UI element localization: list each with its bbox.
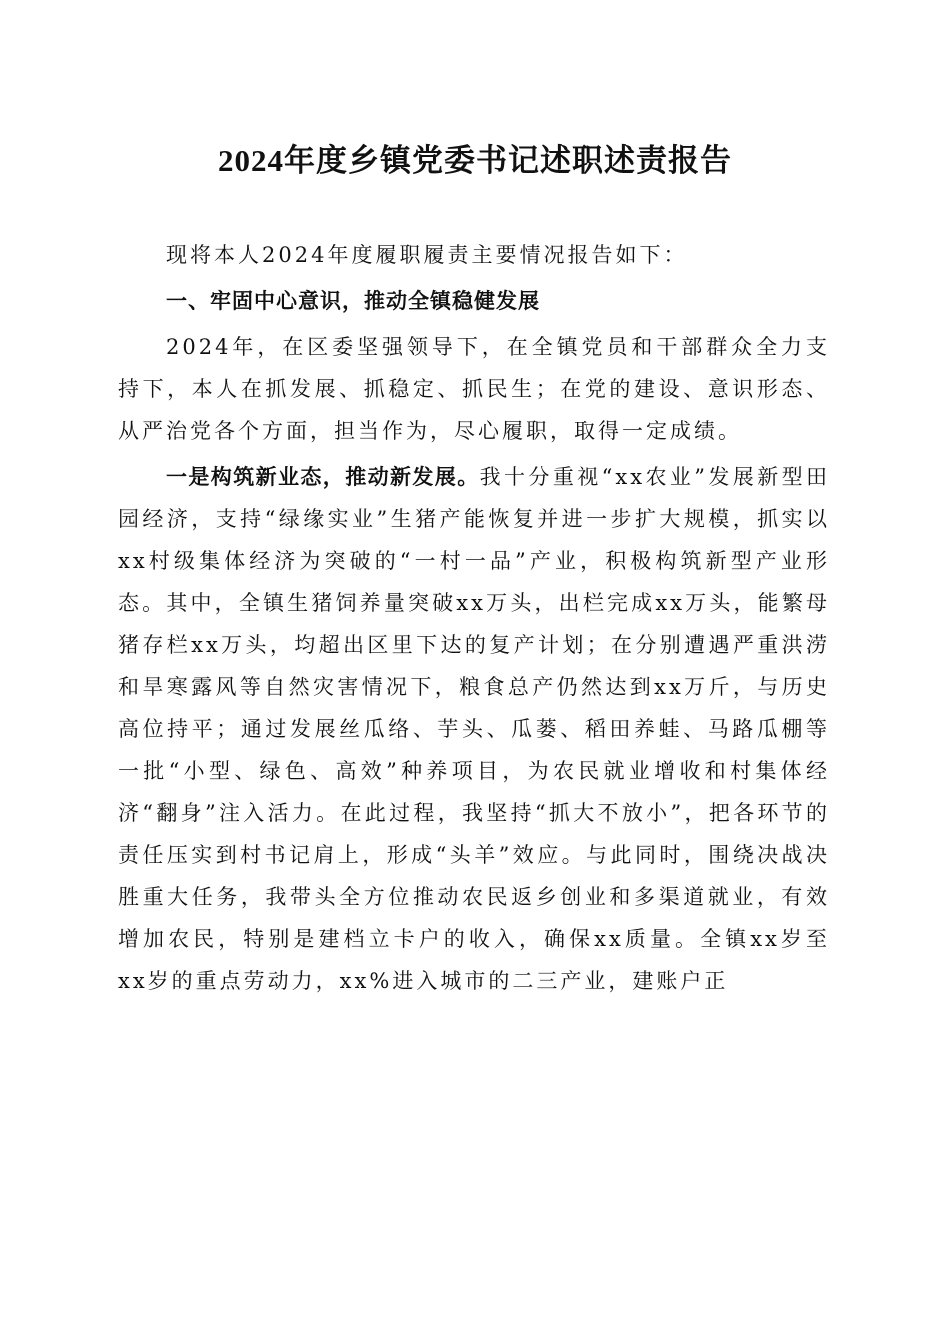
- document-title: 2024年度乡镇党委书记述职述责报告: [218, 143, 732, 178]
- section-heading: 一、牢固中心意识，推动全镇稳健发展: [166, 289, 540, 313]
- paragraph-lead: 一是构筑新业态，推动新发展。: [166, 465, 480, 489]
- document-body: [118, 234, 830, 1002]
- body-paragraph: [118, 456, 830, 1002]
- body-paragraph: 2024年，在区委坚强领导下，在全镇党员和干部群众全力支持下，本人在抓发展、抓稳定、抓民生；在党的建设、意识形态、从严治党各个方面，担当作为，尽心履职，取得一定成绩。: [118, 335, 830, 443]
- intro-paragraph: 现将本人2024年度履职履责主要情况报告如下：: [166, 243, 688, 267]
- paragraph-text: 我十分重视“xx农业”发展新型田园经济，支持“绿缘实业”生猪产能恢复并进一步扩大规模，抓实以xx村级集体经济为突破的“一村一品”产业，积极构筑新型产业形态。其中，全镇生猪饲养量突破xx万头，出栏完成xx万头，能繁母猪存栏xx万头，均超出区里下达的复产计划；在分别遭遇严重洪涝和旱寒露风等自然灾害情况下，粮食总产仍然达到xx万斤，与历史高位持平；通过发展丝瓜络、芋头、瓜蒌、稻田养蛙、马路瓜棚等一批“小型、绿色、高效”种养项目，为农民就业增收和村集体经济“翻身”注入活力。在此过程，我坚持“抓大不放小”，把各环节的责任压实到村书记肩上，形成“头羊”效应。与此同时，围绕决战决胜重大任务，我带头全方位推动农民返乡创业和多渠道就业，有效增加农民，特别是建档立卡户的收入，确保xx质量。全镇xx岁至xx岁的重点劳动力，xx%进入城市的二三产业，建账户正: [118, 465, 830, 993]
